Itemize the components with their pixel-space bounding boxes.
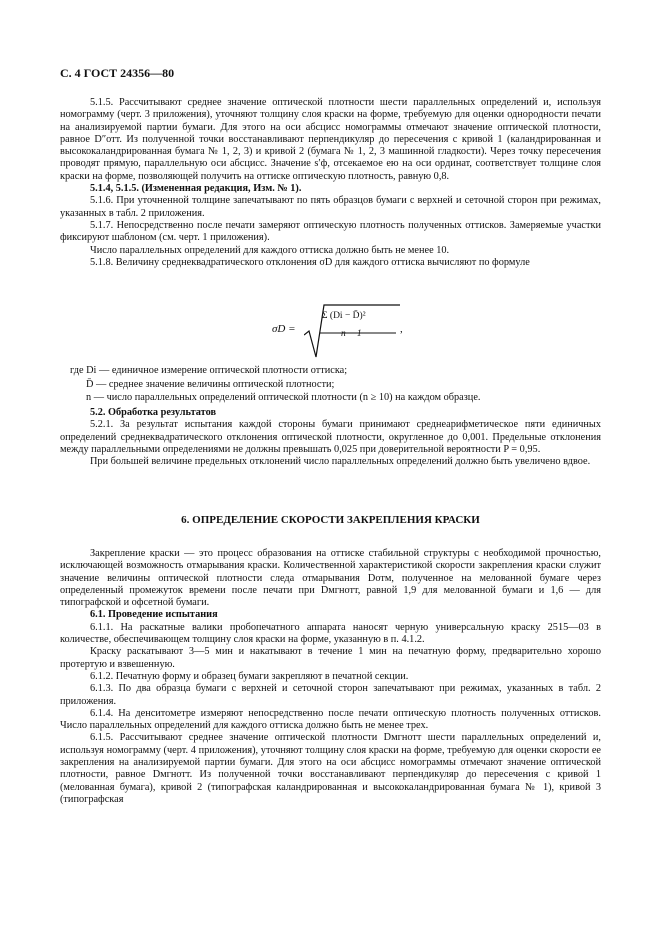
formula-comma: , xyxy=(400,323,403,335)
formula-legend xyxy=(60,364,601,405)
paragraph-5-1-5: 5.1.5. Рассчитывают среднее значение оптической плотности шести параллельных определений и, используя номограмму (черт. 3 приложения), уточняют толщину слоя краски на форме, требуемую для оценки однородности печати на анализируемой партии бумаги. Для этого на оси абсцисс номограммы отмечают значение оптической плотности, равное D″отт. Из полученной точки восстанавливают перпендикуляр до пересечения с кривой 1 (каландрированная и высококаландрированная бумага № 1, 2, 3) и кривой 2 (бумага № 1, 2, 3 машинной гладкости). Через точку пересечения проводят прямую, параллельную оси абсцисс. Значение s′ф, отсекаемое ею на оси ординат, соответствует толщине слоя краски на форме, позволяющей получить на оттиске оптическую плотность, равную 0,8. xyxy=(60,97,601,182)
paragraph-5-1-8: 5.1.8. Величину среднеквадратического отклонения σD для каждого оттиска вычисляют по формуле xyxy=(90,256,530,268)
section-6-title: 6. ОПРЕДЕЛЕНИЕ СКОРОСТИ ЗАКРЕПЛЕНИЯ КРАСКИ xyxy=(181,514,480,526)
paragraph-6-1-2: 6.1.2. Печатную форму и образец бумаги закрепляют в печатной секции. xyxy=(90,670,409,682)
paragraph-5-1-7: 5.1.7. Непосредственно после печати замеряют оптическую плотность полученных оттисков. Замеряемые участки фиксируют шаблоном (см. черт. 1 приложения). xyxy=(60,219,601,244)
paragraph-6-intro: Закрепление краски — это процесс образования на оттиске стабильной структуры с необходимой прочностью, исключающей возможность отмарывания краски. Количественной характеристикой скорости закрепления краски служит значение величины оптической плотности следа отмарывания Dотм, полученное на мелованной бумаге через определенный промежуток времени после печати при Dмгнотт, равной 1,9 для мелованной бумаги и 1,6 — для типографской и офсетной бумаги. xyxy=(60,548,601,609)
paragraph-6-1-5: 6.1.5. Рассчитывают среднее значение оптической плотности Dмгнотт шести параллельных определений и, используя номограмму (черт. 4 приложения), уточняют толщину слоя краски на форме, требуемую для оценки скорости ее закрепления на анализируемой партии бумаги. Для этого на оси абсцисс номограммы отмечают значение оптической плотности, равное Dмгнотт. Из полученной точки восстанавливают перпендикуляр до пересечения с кривой 1 (мелованная бумага), кривой 2 (типографская каландрированная и высококаландрированная бумага № 1), кривой 3 (типографская xyxy=(60,732,601,805)
section-6-text xyxy=(60,548,601,806)
legend-dbar: D̄ — среднее значение величины оптической плотности; xyxy=(86,378,335,390)
formula-denominator: n − 1 xyxy=(341,329,362,339)
edition-note: 5.1.4, 5.1.5. (Измененная редакция, Изм. № 1). xyxy=(90,183,302,195)
paragraph-limit: При большей величине предельных отклонений число параллельных определений должно быть увеличено вдвое. xyxy=(90,456,591,468)
subsection-6-1-title: 6.1. Проведение испытания xyxy=(90,609,218,621)
legend-n: n — число параллельных определений оптической плотности (n ≥ 10) на каждом образце. xyxy=(86,392,481,403)
legend-di: где Di — единичное измерение оптической плотности оттиска; xyxy=(70,365,348,376)
paragraph-count: Число параллельных определений для каждого оттиска должно быть не менее 10. xyxy=(90,244,450,256)
paragraph-6-1-4: 6.1.4. На денситометре измеряют непосредственно после печати оптическую плотность полученных оттисков. Число параллельных определений для каждого оттиска должно быть не менее трех. xyxy=(60,707,601,732)
formula-numerator: Σ (Di − D̄)² xyxy=(322,311,366,321)
paragraph-6-1-3: 6.1.3. По два образца бумаги с верхней и сеточной сторон запечатывают при режимах, указанных в табл. 2 приложения. xyxy=(60,683,601,707)
subsection-5-2-title: 5.2. Обработка результатов xyxy=(90,407,217,418)
section-5-1-text xyxy=(60,97,601,269)
paragraph-6-1-1: 6.1.1. На раскатные валики пробопечатного аппарата наносят черную универсальную краску 2515—03 в количестве, обеспечивающем толщину слоя краски на форме, указанную в п. 4.1.2. xyxy=(60,621,601,646)
formula-lhs: σD = xyxy=(272,323,296,335)
page-header: С. 4 ГОСТ 24356—80 xyxy=(60,66,175,80)
paragraph-rolling: Краску раскатывают 3—5 мин и накатывают в течение 1 мин на печатную форму, предварительно хорошо протертую и взвешенную. xyxy=(60,646,601,670)
sigma-formula xyxy=(60,303,601,361)
paragraph-5-1-6: 5.1.6. При уточненной толщине запечатывают по пять образцов бумаги с верхней и сеточной сторон при режимах, указанных в табл. 2 приложения. xyxy=(60,195,601,219)
section-5-2-text xyxy=(60,407,601,468)
paragraph-5-2-1: 5.2.1. За результат испытания каждой стороны бумаги принимают среднеарифметическое пяти единичных определений среднеквадратического отклонения оптической плотности, округленное до 0,001. Предельные отклонения между параллельными определениями не должны превышать 0,025 при доверительной вероятности P = 0,95. xyxy=(60,419,601,455)
